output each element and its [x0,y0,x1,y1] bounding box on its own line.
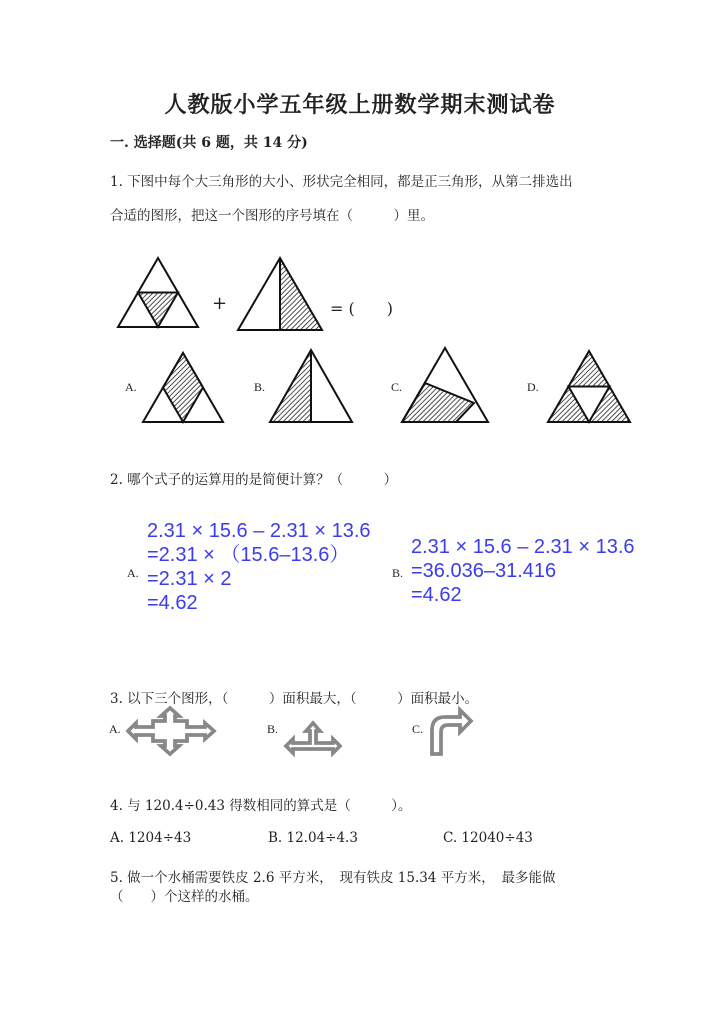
q2-option-b-label: B. [392,566,404,580]
q2-option-b-formula [411,535,635,607]
t-arrow-shape [286,723,341,755]
formula-line: =4.62 [147,592,198,614]
option-d-label: D. [527,380,539,394]
formula-line: =2.31 × （15.6–13.6） [147,544,350,566]
formula-line: 2.31 × 15.6 – 2.31 × 13.6 [411,536,635,558]
q2-option-a-formula [147,519,371,615]
option-d-triangle [548,351,630,422]
section-heading: 一. 选择题(共 6 题，共 14 分) [110,135,308,151]
question-4-text: 4. 与 120.4÷0.43 得数相同的算式是（ ）。 [110,798,412,814]
q3-option-b-label: B. [267,722,279,736]
q4-option-b: B. 12.04÷4.3 [268,830,358,846]
q3-option-c-label: C. [412,722,424,736]
bent-arrow-shape [430,708,472,754]
cross-arrow-shape [128,708,218,754]
formula-line: =4.62 [411,584,462,606]
option-c-triangle [402,348,488,422]
option-a-label: A. [125,380,137,394]
page-title: 人教版小学五年级上册数学期末测试卷 [164,92,556,118]
q4-option-a: A. 1204÷43 [110,830,192,846]
question-3-text: 3. 以下三个图形，（ ）面积最大，（ ）面积最小。 [110,691,479,707]
formula-line: =36.036–31.416 [411,560,557,582]
equals-blank: = ( ) [330,299,393,318]
q4-option-c: C. 12040÷43 [443,830,533,846]
question-2-text: 2. 哪个式子的运算用的是简便计算？（ ） [110,472,398,488]
triangle-half-shaded [238,258,322,330]
formula-line: =2.31 × 2 [147,568,232,590]
q3-option-a-label: A. [109,722,121,736]
option-c-label: C. [391,380,403,394]
option-b-triangle [270,350,352,422]
triangle-center-shaded [118,258,198,328]
question-1-line-2: 合适的图形，把这一个图形的序号填在（ ）里。 [110,208,434,224]
option-a-triangle [143,353,223,423]
question-5-line-2: （ ）个这样的水桶。 [110,889,259,905]
option-b-label: B. [254,380,266,394]
plus-sign: + [212,293,228,314]
question-5-line-1: 5. 做一个水桶需要铁皮 2.6 平方米， 现有铁皮 15.34 平方米， 最多能做 [110,870,556,886]
question-1-line-1: 1. 下图中每个大三角形的大小、形状完全相同，都是正三角形，从第二排选出 [110,174,573,190]
formula-line: 2.31 × 15.6 – 2.31 × 13.6 [147,520,371,542]
q2-option-a-label: A. [127,566,139,580]
